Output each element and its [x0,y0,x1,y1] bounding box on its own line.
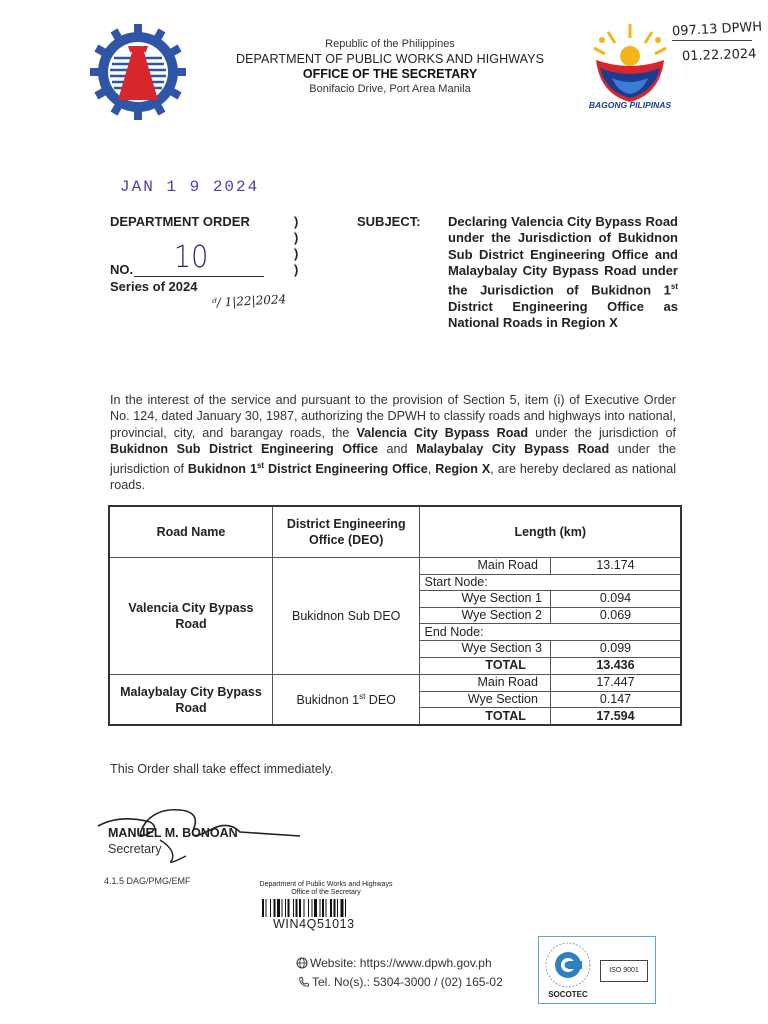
length-subtable [420,675,680,725]
body-text: under the jurisdiction of [528,425,677,440]
barcode-bar [293,899,294,917]
barcode-bar [314,899,317,917]
table-header-row [109,506,681,557]
dpwh-seal-icon [88,22,188,122]
receipt-stamp-date: 01.22.2024 [681,46,757,65]
receipt-stamp-divider [672,40,752,41]
barcode-bar [266,899,267,917]
effectivity-statement: This Order shall take effect immediately. [110,762,334,776]
signatory-title: Secretary [108,842,162,856]
address-line: Bonifacio Drive, Port Area Manila [309,83,471,95]
barcode-bar [270,899,271,917]
table-row [420,640,680,657]
body-text: In the interest of the service and pursuant to the provision of Section 5, item (i) of Executive Order No. 124, dated January 30, 1987, authorizing the DPWH to classify roads and highways into national, provincial, city, and barangay roads, the [110,393,676,440]
order-number-label: NO. [110,262,134,277]
table-row [420,558,680,575]
road-name-cell: Malaybalay City Bypass Road [109,674,272,725]
barcode-bar [296,899,298,917]
globe-icon [296,957,308,969]
node-label: End Node: [420,624,680,641]
subject-label: SUBJECT: [357,214,421,229]
barcode-icon [262,899,388,917]
length-subtable [420,558,680,674]
total-value: 13.436 [550,657,680,674]
subject-text-part: Declaring Valencia City Bypass Road under the Jurisdiction of Bukidnon Sub District Engineering Office and Malaybalay City Bypass Road under the Jurisdiction of Bukidnon 1 [448,214,678,298]
barcode-caption-line: Department of Public Works and Highways [259,881,393,888]
body-bold-part: District Engineering Office [264,461,428,476]
receipt-stamp-code: 097.13 DPWH [671,19,763,40]
paren: ) [294,262,299,277]
socotec-text: SOCOTEC [548,990,588,999]
table-row-malaybalay [109,674,681,725]
paren: ) [294,214,299,229]
segment-label: Main Road [420,675,550,692]
segment-label: Wye Section 2 [420,607,550,624]
reference-code: 4.1.5 DAG/PMG/EMF [104,876,191,886]
barcode-bar [322,899,324,917]
barcode-bar [285,899,286,917]
barcode-bar [288,899,290,917]
segment-value: 0.099 [550,640,680,657]
paren: ) [294,246,299,261]
table-row-total [420,657,680,674]
subject-text-part: District Engineering Office as National Roads in Region X [448,298,678,331]
segment-label: Wye Section [420,691,550,708]
header-deo: District Engineering Office (DEO) [272,506,420,557]
department-line: DEPARTMENT OF PUBLIC WORKS AND HIGHWAYS [235,52,545,66]
barcode-bar [282,899,283,917]
length-cell [420,674,681,725]
node-label: Start Node: [420,574,680,591]
table-row-total [420,708,680,725]
roads-table [108,505,682,726]
letterhead [200,37,580,97]
iso-badge: ISO 9001 [600,960,648,982]
table-row [420,624,680,641]
table-row-valencia [109,557,681,674]
table-row [420,591,680,608]
body-text: , are hereby declared as national roads. [110,461,677,493]
table-row [420,607,680,624]
deo-cell: Bukidnon Sub DEO [272,557,420,674]
segment-value: 13.174 [550,558,680,575]
order-number-underline [134,276,264,277]
phone-icon [298,976,310,988]
socotec-logo-icon [543,940,593,990]
department-order-label: DEPARTMENT ORDER [110,214,250,229]
barcode-bar [326,899,327,917]
barcode-caption-line: Office of the Secretary [291,889,361,896]
barcode-bar [312,899,313,917]
subject-superscript: st [670,282,678,292]
barcode-bar [299,899,301,917]
barcode-bar [345,899,346,917]
website-text: Website: https://www.dpwh.gov.ph [310,956,492,970]
order-number: 10 [173,240,209,275]
order-series: Series of 2024 [110,279,198,294]
barcode-caption [246,881,406,897]
body-superscript: st [256,460,265,470]
body-text: , [427,461,436,476]
length-cell [420,557,681,674]
body-bold [188,462,428,476]
order-date-stamp: JAN 1 9 2024 [120,178,260,196]
deo-cell [272,674,420,725]
body-bold: Malaybalay City Bypass Road [416,442,610,457]
barcode-bar [308,899,309,917]
footer-telephone [298,975,503,989]
handwritten-initial: ᵈ/ 1|22|2024 [211,292,287,310]
header-road-name: Road Name [109,506,272,557]
barcode-number: WIN4Q51013 [273,917,355,931]
barcode-bar [262,899,264,917]
order-parens [294,214,298,278]
body-bold: Region X [435,461,491,476]
table-row [420,691,680,708]
road-name-cell: Valencia City Bypass Road [109,557,272,674]
body-bold: Valencia City Bypass Road [356,425,529,440]
body-text: and [377,442,417,457]
segment-value: 0.069 [550,607,680,624]
signatory-name: MANUEL M. BONOAN [108,826,238,840]
body-text: under the jurisdiction of [110,442,676,476]
telephone-text: Tel. No(s).: 5304-3000 / (02) 165-02 [312,975,503,989]
footer-website[interactable] [296,956,492,970]
republic-line: Republic of the Philippines [325,38,455,50]
barcode-bar [274,899,276,917]
segment-value: 0.147 [550,691,680,708]
segment-label: Main Road [420,558,550,575]
segment-value: 0.094 [550,591,680,608]
segment-label: Wye Section 1 [420,591,550,608]
header-length: Length (km) [420,506,681,557]
barcode-bar [320,899,321,917]
bagong-pilipinas-text: BAGONG PILIPINAS [588,100,672,110]
deo-text: DEO [365,693,396,708]
total-value: 17.594 [550,708,680,725]
body-paragraph [110,392,676,494]
total-label: TOTAL [420,708,550,725]
barcode-bar [337,899,338,917]
segment-value: 17.447 [550,675,680,692]
deo-text: Bukidnon 1 [296,693,360,708]
paren: ) [294,230,299,245]
subject-text [448,214,678,331]
barcode-bar [304,899,305,917]
barcode-bar [334,899,336,917]
body-bold: Bukidnon Sub District Engineering Office [110,442,378,457]
deo-superscript: st [359,691,366,701]
barcode-bar [277,899,280,917]
table-row [420,574,680,591]
total-label: TOTAL [420,657,550,674]
body-bold-part: Bukidnon 1 [187,461,257,476]
barcode-bar [330,899,332,917]
segment-label: Wye Section 3 [420,640,550,657]
office-line: OFFICE OF THE SECRETARY [302,67,478,81]
table-row [420,675,680,692]
barcode-bar [341,899,344,917]
